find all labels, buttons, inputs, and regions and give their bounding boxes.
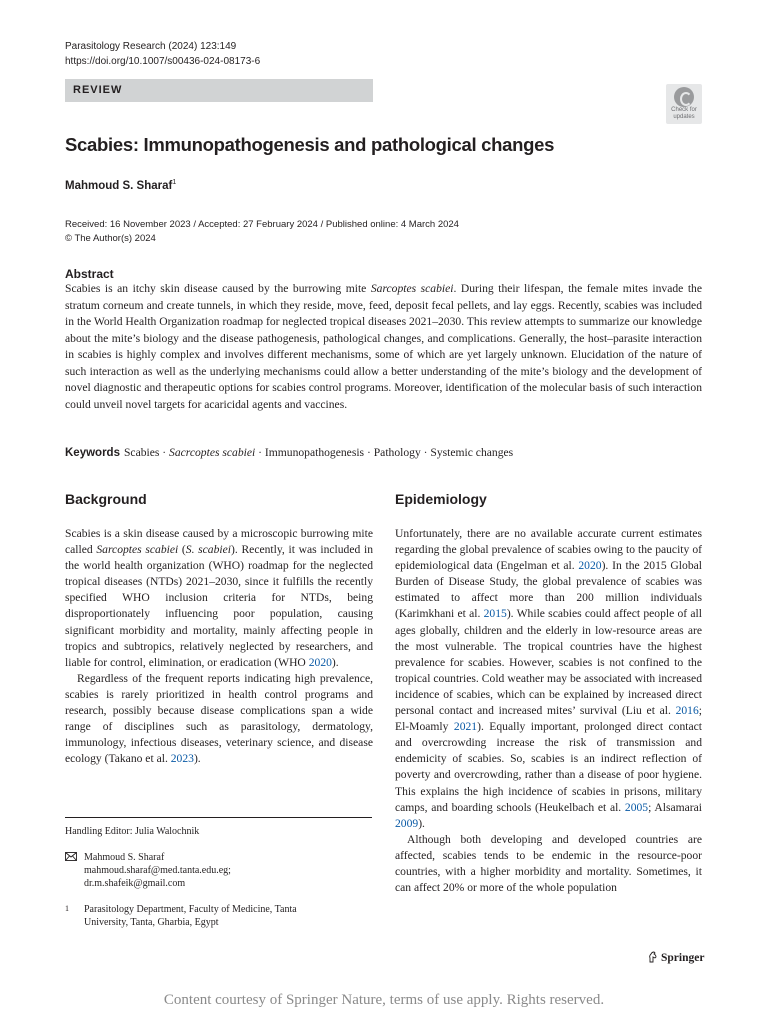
epidemiology-paragraph-1: Unfortunately, there are no available accurate current estimates regarding the global prevalence of scabies owing to the paucity of epidemiological data (Engelman et al. 2020). In the 2015 Global Burden of Disease Study, the global prevalence of scabies was estimated to affect more than 200 million individuals (Karimkhani et al. 2015). While scabies could affect people of all ages globally, children and the elderly in low-resource areas are the most vulnerable. The tropical countries have the highest prevalence for scabies. However, scabies is not confined to the tropical countries. Cold weather may be associated with increased incidence of scabies, which can be explained by increased direct personal contact and increased mites’ survival (Liu et al. 2016; El-Moamly 2021). Equally important, prolonged direct contact and overcrowding increase the risk of transmission and endemicity of scabies. So, scabies is an indirect reflection of poverty and overcrowding, rather than a disease of poor hygiene. This explains the high incidence of scabies in prisons, military camps, and boarding schools (Heukelbach et al. 2005; Alsamarai 2009). [395, 527, 703, 830]
author-line [65, 179, 176, 192]
affiliation-block: Parasitology Department, Faculty of Medicine, Tanta University, Tanta, Gharbia, Egypt [84, 904, 297, 928]
keywords-label: Keywords [65, 447, 120, 459]
citation-link[interactable]: 2009 [395, 816, 419, 830]
epidemiology-body [395, 526, 702, 896]
publication-history: Received: 16 November 2023 / Accepted: 27 February 2024 / Published online: 4 March 2024 [65, 219, 459, 230]
springer-horse-icon [648, 951, 658, 963]
crossmark-label-1: Check for [671, 107, 697, 113]
keywords-line: Keywords Scabies · Sacrcoptes scabiei · Immunopathogenesis · Pathology · Systemic changes [65, 446, 514, 459]
citation-link[interactable]: 2020 [578, 559, 602, 573]
abstract-body: Scabies is an itchy skin disease caused by the burrowing mite Sarcoptes scabiei. During their lifespan, the female mites invade the stratum corneum and create tunnels, in which they reside, move, feed, deposit fecal pellets, and lay eggs. Recently, scabies was included in the World Health Organization roadmap for neglected tropical diseases 2021–2030. This review attempts to summarize our knowledge about the mite’s biology and the disease pathogenesis, pathological changes, and complications. Generally, the host–parasite interaction in scabies is highly complex and involves different mechanisms, some of which are yet largely unknown. Elucidation of the nature of such interaction as well as the underlying mechanisms could allow a better understanding of the mite’s biology and the development of novel diagnostic and therapeutic options for scabies control programs. Moreover, identification of the molecular basis of such interaction could unveil novel targets for acaricidal agents and vaccines. [65, 282, 702, 411]
species-name: Sarcoptes scabiei [370, 282, 454, 295]
epidemiology-heading: Epidemiology [395, 491, 487, 507]
crossmark-label-2: updates [673, 114, 695, 120]
citation-link[interactable]: 2015 [483, 607, 507, 621]
courtesy-notice: Content courtesy of Springer Nature, terms of use apply. Rights reserved. [163, 992, 605, 1008]
handling-editor: Handling Editor: Julia Walochnik [65, 826, 200, 837]
abstract-heading: Abstract [65, 267, 114, 281]
epidemiology-paragraph-2: Although both developing and developed countries are affected, scabies tends to be endemic in the resource-poor countries, with a higher morbidity and mortality. Sometimes, it can affect 20% or more of the whole population [395, 832, 702, 895]
footnote-divider [65, 817, 372, 818]
citation-link[interactable]: 2023 [170, 752, 194, 766]
contact-name: Mahmoud S. Sharaf [84, 852, 165, 863]
citation-link[interactable]: 2021 [453, 720, 478, 734]
background-paragraph-1: Scabies is a skin disease caused by a microscopic burrowing mite called Sarcoptes scabiei (S. scabiei). Recently, it was included in the world health organization (WHO) roadmap for the neglected tropical diseases (NTDs) 2021–2030, since it fulfills the recently specified WHO inclusion criteria for NTDs, being disproportionately influencing poor population, causing significant morbidity and mortality, mainly affecting people in tropics and subtropics, relatively neglected by researchers, and liable for control, elimination, or eradication (WHO 2020). [65, 527, 373, 669]
publisher-name: Springer [661, 952, 705, 964]
background-heading: Background [65, 491, 147, 507]
journal-citation: Parasitology Research (2024) 123:149 [65, 41, 237, 52]
citation-link[interactable]: 2020 [308, 655, 332, 669]
citation-link[interactable]: 2016 [675, 704, 699, 718]
background-paragraph-2: Regardless of the frequent reports indicating high prevalence, scabies is rarely prioritized in health control programs and research, possibly because disease complications span a wide range of disciplines such as parasitology, dermatology, immunology, infectious diseases, veterinary science, and disease ecology (Takano et al. 2023). [65, 671, 373, 766]
contact-email-1[interactable]: mahmoud.sharaf@med.tanta.edu.eg; [84, 865, 231, 876]
author-affil-mark: 1 [172, 179, 177, 186]
citation-link[interactable]: 2005 [624, 800, 649, 814]
contact-email-2[interactable]: dr.m.shafeik@gmail.com [84, 878, 186, 889]
background-body [65, 526, 373, 767]
article-title: Scabies: Immunopathogenesis and pathological changes [65, 134, 555, 155]
article-type-banner: REVIEW [65, 79, 373, 102]
doi-link[interactable]: https://doi.org/10.1007/s00436-024-08173-6 [65, 56, 261, 67]
envelope-icon [65, 852, 77, 861]
correspondence-block [84, 851, 231, 890]
check-for-updates-badge[interactable] [666, 84, 702, 124]
affiliation-number: 1 [65, 904, 69, 913]
crossmark-icon [674, 87, 694, 107]
article-dates [65, 218, 459, 246]
publisher-logo [648, 951, 704, 964]
author-name: Mahmoud S. Sharaf [65, 179, 173, 192]
copyright-line: © The Author(s) 2024 [65, 233, 156, 244]
